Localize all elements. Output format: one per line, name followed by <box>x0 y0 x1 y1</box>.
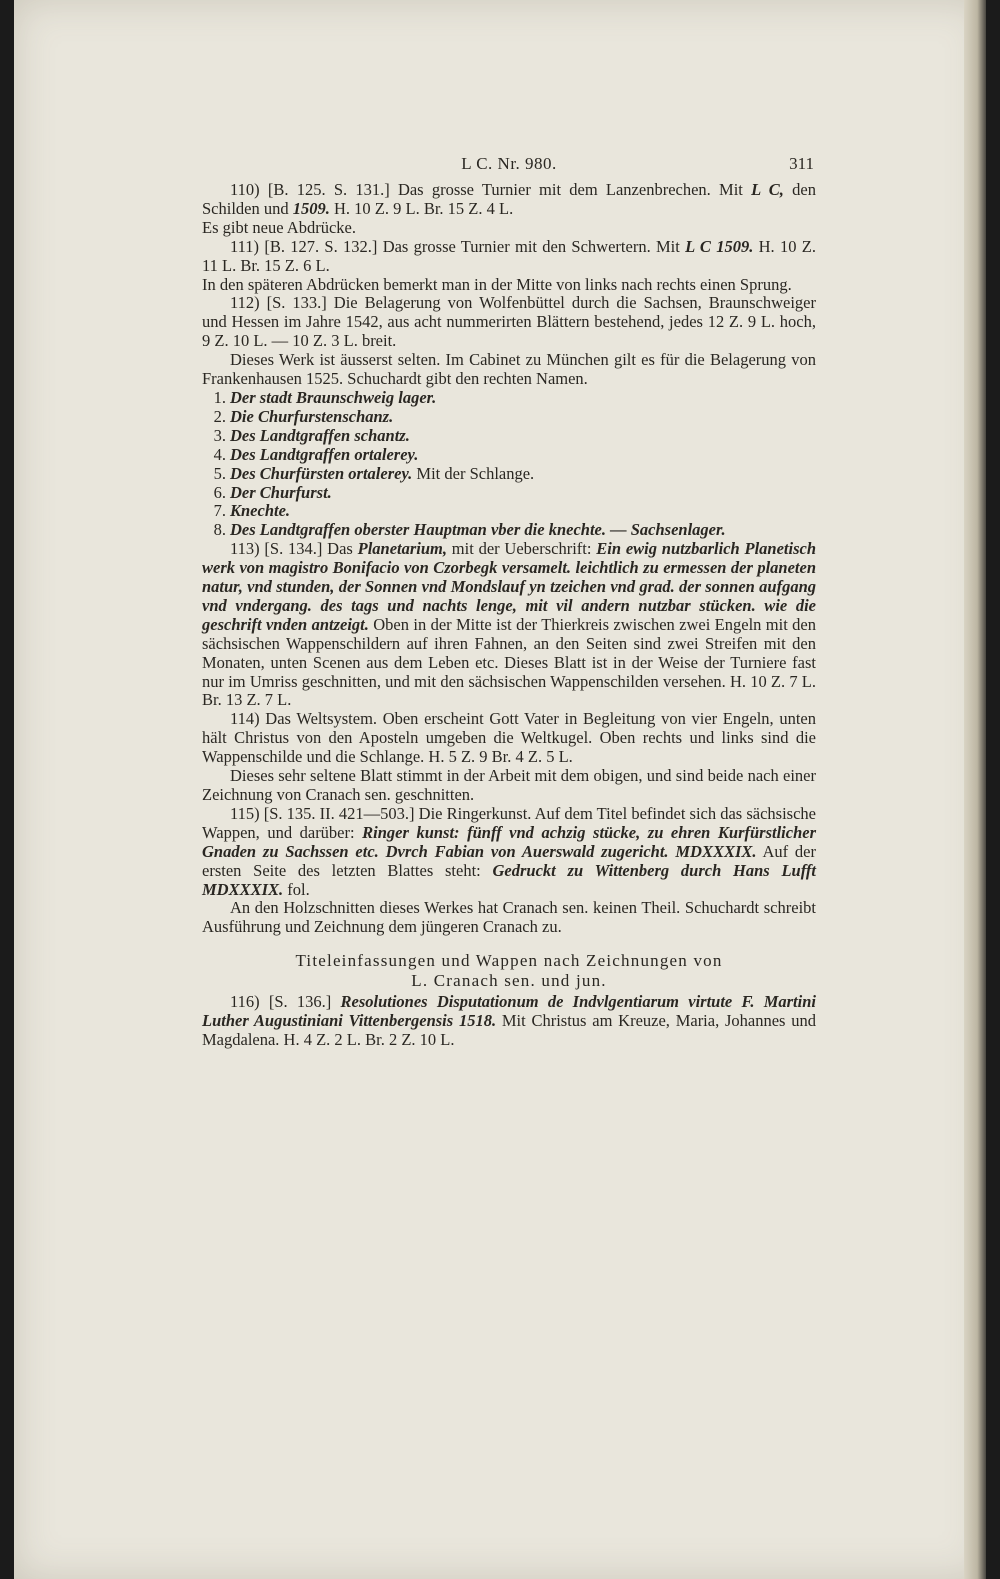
list-item: 8. Des Landtgraffen oberster Hauptman vber die knechte. — Sachsenlager. <box>213 520 726 540</box>
list-item: 4. Des Landtgraffen ortalerey. <box>213 444 419 464</box>
entry-114-note: Dieses sehr seltene Blatt stimmt in der Arbeit mit dem obigen, und sind beide nach einer Zeichnung von Cranach sen. geschnitten. <box>202 766 816 804</box>
sheet-list <box>202 389 816 540</box>
section-heading-line-2: L. Cranach sen. und jun. <box>411 971 607 991</box>
entry-112: 112) [S. 133.] Die Belagerung von Wolfenbüttel durch die Sachsen, Braunschweiger und Hessen im Jahre 1542, aus acht nummerirten Blättern bestehend, jedes 12 Z. 9 L. hoch, 9 Z. 10 L. — 10 Z. 3 L. breit. <box>202 293 816 351</box>
header-title: L C. Nr. 980. <box>461 154 557 173</box>
entry-110: 110) [B. 125. S. 131.] Das grosse Turnier mit dem Lanzenbrechen. Mit L C, den Schilden und 1509. H. 10 Z. 9 L. Br. 15 Z. 4 L. <box>202 180 816 218</box>
running-header <box>202 155 816 181</box>
entry-115-note: An den Holzschnitten dieses Werkes hat Cranach sen. keinen Theil. Schuchardt schreibt Ausführung und Zeichnung dem jüngeren Cranach zu. <box>202 898 816 937</box>
list-item: 1. Der stadt Braunschweig lager. <box>213 387 437 407</box>
list-item: 3. Des Landtgraffen schantz. <box>213 425 410 445</box>
entry-111-note: In den späteren Abdrücken bemerkt man in der Mitte von links nach rechts einen Sprung. <box>202 274 792 294</box>
entry-115: 115) [S. 135. II. 421—503.] Die Ringerkunst. Auf dem Titel befindet sich das sächsische Wappen, und darüber: Ringer kunst: fünff vnd achzig stücke, zu ehren Kurfürstlicher Gnaden zu Sachssen etc. Dvrch Fabian von Auerswald zugericht. MDXXXIX. Auf der ersten Seite des letzten Blattes steht: Gedruckt zu Wittenberg durch Hans Lufft MDXXXIX. fol. <box>202 803 816 899</box>
entry-114: 114) Das Weltsystem. Oben erscheint Gott Vater in Begleitung von vier Engeln, unten hält Christus von den Aposteln umgeben die Weltkugel. Oben rechts und links sind die Wappenschilde und die Schlange. H. 5 Z. 9 Br. 4 Z. 5 L. <box>202 709 816 767</box>
list-item: 2. Die Churfurstenschanz. <box>213 406 394 426</box>
entry-110-note: Es gibt neue Abdrücke. <box>202 217 356 237</box>
entry-116: 116) [S. 136.] Resolutiones Disputationum de Indvlgentiarum virtute F. Martini Luther Augustiniani Vittenbergensis 1518. Mit Christus am Kreuze, Maria, Johannes und Magdalena. H. 4 Z. 2 L. Br. 2 Z. 10 L. <box>202 992 816 1050</box>
page-content <box>202 155 816 1050</box>
entry-111: 111) [B. 127. S. 132.] Das grosse Turnier mit den Schwertern. Mit L C 1509. H. 10 Z. 11 L. Br. 15 Z. 6 L. <box>202 236 816 275</box>
entry-113: 113) [S. 134.] Das Planetarium, mit der Ueberschrift: Ein ewig nutzbarlich Planetisch werk von magistro Bonifacio von Czorbegk versamelt. leichtlich zu ermessen der planeten natur, vnd stunden, der Sonnen vnd Mondslauf yn tzeichen vnd grad. der sonnen aufgang vnd vndergang. des tags und nachts lenge, mit vil andern nutzbar stücken. wie die geschrift vnden antzeigt. Oben in der Mitte ist der Thierkreis zwischen zwei Engeln mit den sächsischen Wappenschildern auf ihren Fahnen, an den Seiten sind zwei Streifen mit den Monaten, unten Scenen aus dem Leben etc. Dieses Blatt ist in der Weise der Turniere fast nur im Umriss geschnitten, und mit den sächsischen Wappenschilden versehen. H. 10 Z. 7 L. Br. 13 Z. 7 L. <box>202 539 816 710</box>
book-page <box>14 0 986 1579</box>
page-gutter <box>964 0 986 1579</box>
list-item: 7. Knechte. <box>213 501 291 521</box>
entry-112-note: Dieses Werk ist äusserst selten. Im Cabinet zu München gilt es für die Belagerung von Frankenhausen 1525. Schuchardt gibt den rechten Namen. <box>202 350 816 389</box>
list-item: 5. Des Churfürsten ortalerey. Mit der Schlange. <box>213 463 535 483</box>
section-heading-line-1: Titeleinfassungen und Wappen nach Zeichnungen von <box>295 951 723 971</box>
page-number: 311 <box>789 154 814 173</box>
section-heading <box>202 951 816 991</box>
list-item: 6. Der Churfurst. <box>213 482 332 502</box>
